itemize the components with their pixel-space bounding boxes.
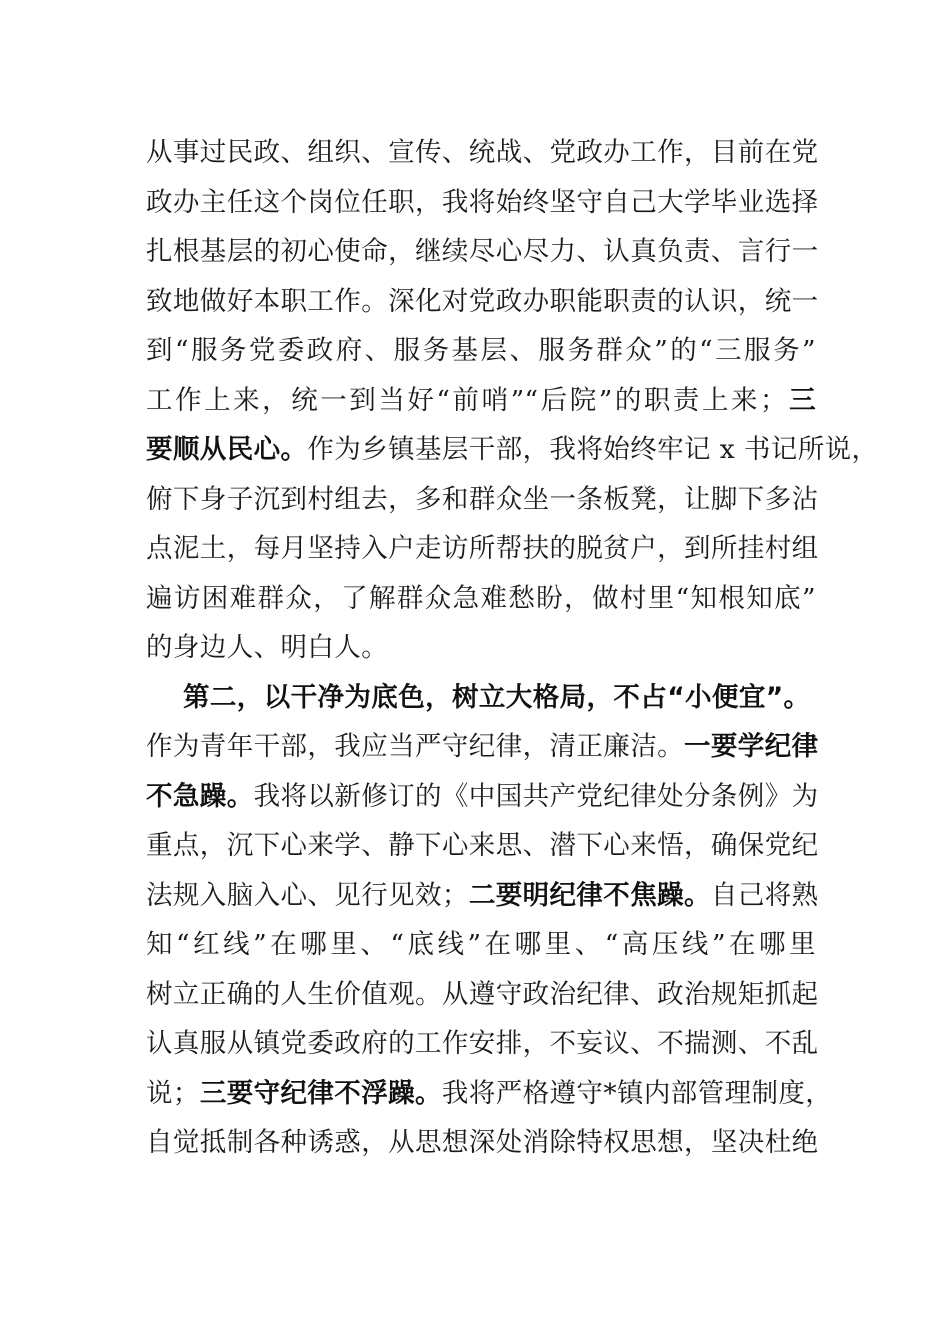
text-line: [146, 574, 816, 624]
text-segment: 树立正确的人生价值观。从遵守政治纪律、政治规矩抓起: [146, 978, 819, 1010]
bold-text: 第二，以干净为底色，树立大格局，不占“小便宜”。: [183, 681, 811, 713]
text-segment: 重点，沉下心来学、静下心来思、潜下心来悟，确保党纪: [146, 830, 819, 861]
text-line: [146, 1118, 819, 1168]
text-segment: 政办主任这个岗位任职，我将始终坚守自己大学毕业选择: [146, 186, 819, 218]
bold-text: 二要明纪律不焦躁。: [468, 879, 711, 911]
text-line: [146, 128, 819, 178]
text-segment: 我将以新修订的《中国共产党纪律处分条例》为: [253, 780, 819, 812]
text-segment: 的身边人、明白人。: [146, 632, 389, 663]
text-line: [146, 722, 819, 772]
text-line: [146, 1019, 819, 1069]
text-line: [146, 920, 816, 970]
text-line: [146, 227, 819, 277]
text-line: [146, 178, 819, 228]
text-segment: 俯下身子沉到村组去，多和群众坐一条板凳，让脚下多沾: [146, 483, 819, 515]
text-segment: 工作上来，统一到当好“前哨”“后院”的职责上来；: [146, 384, 787, 416]
text-segment: 遍访困难群众，了解群众急难愁盼，做村里“知根知底”: [146, 582, 816, 614]
text-line: [146, 376, 816, 426]
text-line: [146, 772, 819, 822]
bold-text: 三: [786, 384, 816, 416]
text-segment: 从事过民政、组织、宣传、统战、党政办工作，目前在党: [146, 137, 819, 168]
text-line: [146, 475, 819, 525]
body-text: [146, 128, 879, 1168]
text-segment: 自己将熟: [710, 879, 819, 911]
text-segment: 扎根基层的初心使命，继续尽心尽力、认真负责、言行一: [146, 236, 819, 267]
text-line: [146, 277, 819, 327]
text-line: [146, 970, 819, 1020]
text-segment: 作为青年干部，我应当严守纪律，清正廉洁。: [146, 731, 684, 762]
text-line: [146, 871, 819, 921]
bold-text: 三要守纪律不浮躁。: [199, 1077, 442, 1109]
bold-text: 不急躁。: [146, 780, 254, 812]
text-segment: 知“红线”在哪里、“底线”在哪里、“高压线”在哪里: [146, 929, 816, 960]
text-segment: 我将严格遵守*镇内部管理制度，: [441, 1077, 833, 1109]
text-line: [146, 1069, 833, 1119]
bold-text: 要顺从民心。: [146, 434, 308, 465]
text-segment: 说；: [146, 1077, 200, 1109]
bold-text: 一要学纪律: [684, 731, 819, 762]
text-line: [146, 326, 816, 376]
text-line: [146, 524, 819, 574]
text-line: [146, 425, 879, 475]
text-line: [146, 673, 816, 723]
text-segment: 作为乡镇基层干部，我将始终牢记 x 书记所说，: [307, 434, 879, 465]
text-segment: 到“服务党委政府、服务基层、服务群众”的“三服务”: [146, 335, 816, 366]
text-segment: 致地做好本职工作。深化对党政办职能职责的认识，统一: [146, 285, 819, 317]
text-segment: 法规入脑入心、见行见效；: [146, 879, 469, 911]
text-line: [146, 623, 816, 673]
text-segment: 认真服从镇党委政府的工作安排，不妄议、不揣测、不乱: [146, 1028, 819, 1059]
text-line: [146, 821, 819, 871]
text-segment: 点泥土，每月坚持入户走访所帮扶的脱贫户，到所挂村组: [146, 533, 819, 564]
text-segment: 自觉抵制各种诱惑，从思想深处消除特权思想，坚决杜绝: [146, 1127, 819, 1158]
